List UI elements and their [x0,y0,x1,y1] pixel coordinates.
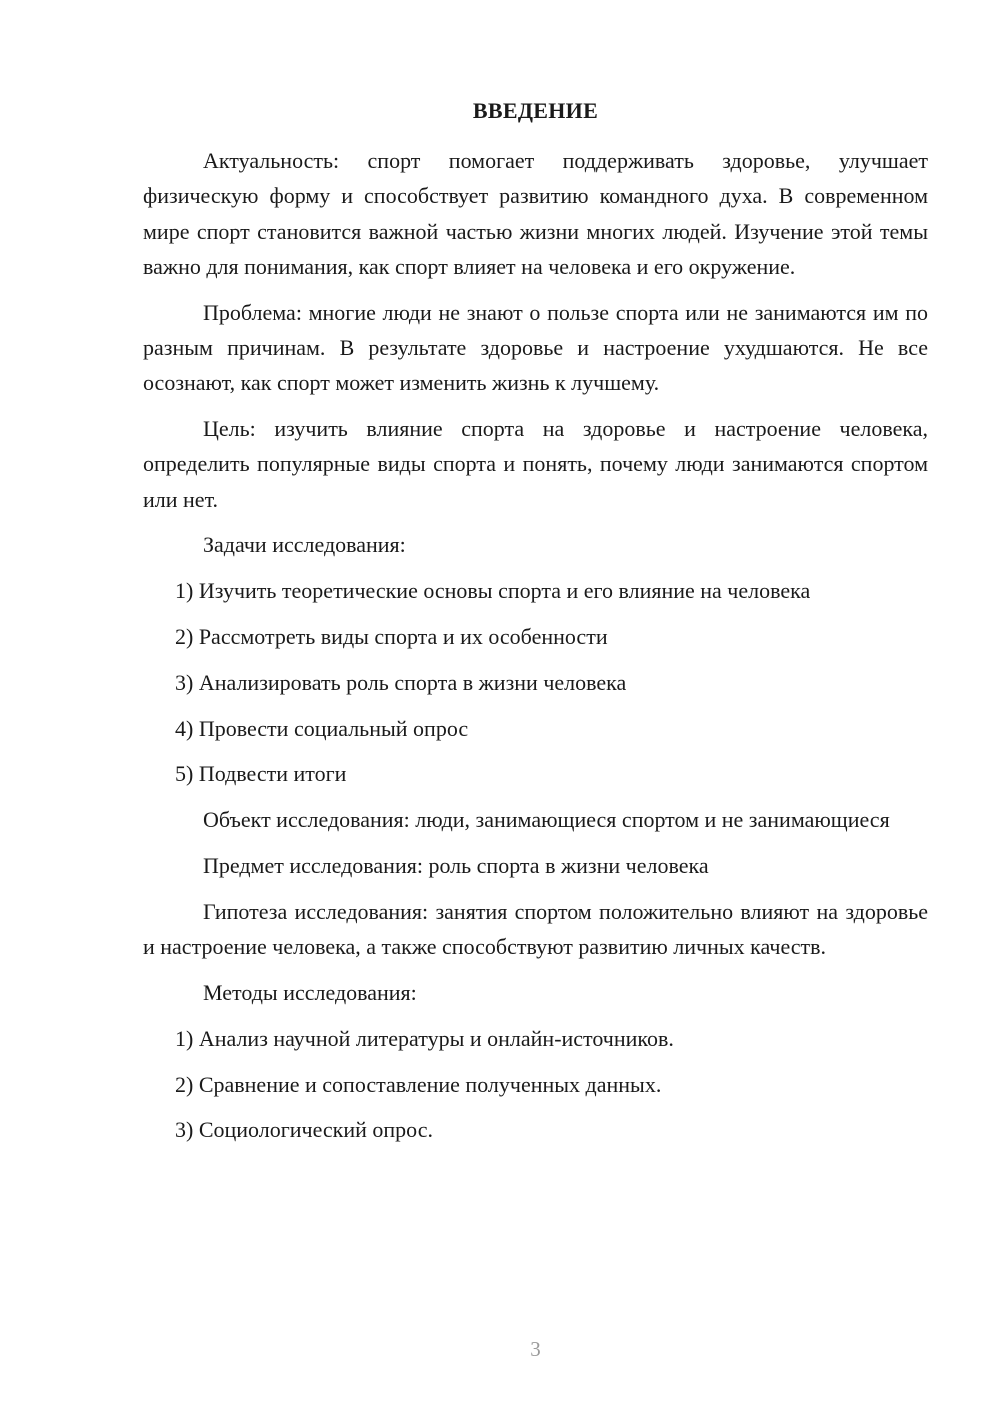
document-page [143,0,928,1414]
task-item: 2) Рассмотреть виды спорта и их особенности [175,624,608,650]
task-item: 5) Подвести итоги [175,761,347,787]
document-body [143,143,928,1158]
relevance-paragraph: Актуальность: спорт помогает поддерживать здоровье, улучшает физическую форму и способствует развитию командного духа. В современном мире спорт становится важной частью жизни многих людей. Изучение этой темы важно для понимания, как спорт влияет на человека и его окружение. [143,148,928,279]
hypothesis-paragraph: Гипотеза исследования: занятия спортом положительно влияют на здоровье и настроение человека, а также способствуют развитию личных качеств. [143,898,928,960]
task-item: 3) Анализировать роль спорта в жизни человека [175,669,627,695]
task-item: 1) Изучить теоретические основы спорта и его влияние на человека [175,578,811,604]
subject-paragraph: Предмет исследования: роль спорта в жизни человека [203,853,709,879]
object-paragraph: Объект исследования: люди, занимающиеся спортом и не занимающиеся [203,807,890,833]
method-item: 1) Анализ научной литературы и онлайн-источников. [175,1025,674,1051]
methods-title: Методы исследования: [203,979,417,1005]
goal-paragraph: Цель: изучить влияние спорта на здоровье и настроение человека, определить популярные виды спорта и понять, почему люди занимаются спортом или нет. [143,416,928,512]
method-item: 2) Сравнение и сопоставление полученных данных. [175,1071,662,1097]
tasks-title: Задачи исследования: [203,532,406,558]
section-heading: ВВЕДЕНИЕ [472,98,599,123]
method-item: 3) Социологический опрос. [175,1117,433,1143]
page-number: 3 [530,1337,541,1361]
problem-paragraph: Проблема: многие люди не знают о пользе спорта или не занимаются им по разным причинам. В результате здоровье и настроение ухудшаются. Не все осознают, как спорт может изменить жизнь к лучшему. [143,299,928,396]
task-item: 4) Провести социальный опрос [175,715,469,741]
